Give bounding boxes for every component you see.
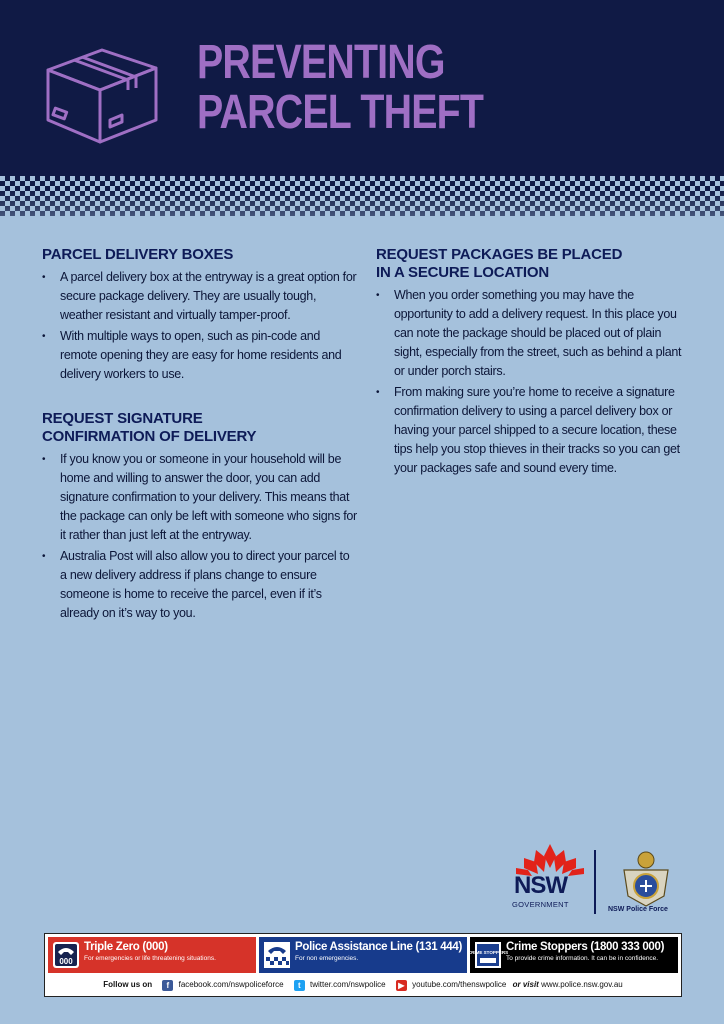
waratah-logo-icon	[512, 842, 588, 876]
list-item: • With multiple ways to open, such as pin-code and remote opening they are easy for home residents and delivery workers to use.	[42, 327, 358, 384]
list-item: • Australia Post will also allow you to direct your parcel to a new delivery address if plans change to ensure someone is home to receive the parcel, even if it’s already on it’s way to you.	[42, 547, 358, 623]
phone-icon	[52, 941, 80, 969]
triple-zero-box	[48, 937, 256, 973]
website-link[interactable]: www.police.nsw.gov.au	[541, 980, 623, 989]
youtube-icon: ▶	[396, 980, 407, 991]
page-title	[197, 38, 483, 138]
triple-zero-subtitle: For emergencies or life threatening situations.	[84, 955, 216, 962]
logo-divider	[594, 850, 596, 914]
crime-stoppers-box	[467, 937, 678, 973]
title-line-1: PREVENTING	[197, 36, 445, 89]
title-line-2: PARCEL THEFT	[197, 86, 484, 139]
crime-stoppers-icon-text: CRIME STOPPERS	[467, 950, 509, 955]
parcel-box-icon	[40, 38, 160, 148]
police-assistance-subtitle: For non emergencies.	[295, 955, 359, 962]
nsw-logo-text: NSW	[514, 872, 567, 899]
police-assistance-box	[259, 937, 467, 973]
crime-stoppers-title: Crime Stoppers (1800 333 000)	[506, 941, 665, 953]
section-heading: PARCEL DELIVERY BOXES	[42, 246, 234, 263]
list-item: • When you order something you may have the opportunity to add a delivery request. In this place you can note the package should be placed out of plain sight, especially from the street, such as behind a plant or under porch stairs.	[376, 286, 686, 381]
youtube-link[interactable]: youtube.com/thenswpolice	[412, 980, 507, 989]
left-column	[42, 246, 358, 649]
checkered-phone-icon	[263, 941, 291, 969]
police-logo-text: NSW Police Force	[608, 906, 668, 913]
section-heading: REQUEST PACKAGES BE PLACED IN A SECURE LOCATION	[376, 246, 623, 281]
footer-contacts	[44, 933, 682, 997]
facebook-link[interactable]: facebook.com/nswpoliceforce	[178, 980, 284, 989]
triple-zero-title: Triple Zero (000)	[84, 941, 168, 953]
twitter-link[interactable]: twitter.com/nswpolice	[310, 980, 386, 989]
list-item: • From making sure you’re home to receive a signature confirmation delivery to using a parcel delivery box or having your parcel shipped to a secure location, these tips help you stop thieves in their tracks so you can get your packages safe and sound every time.	[376, 383, 686, 478]
follow-label: Follow us on	[103, 980, 153, 989]
list-item: • A parcel delivery box at the entryway is a great option for secure package delivery. They are usually tough, weather resistant and virtually tamper-proof.	[42, 268, 358, 325]
section-heading: REQUEST SIGNATURE CONFIRMATION OF DELIVERY	[42, 410, 257, 445]
bullet-list	[42, 268, 358, 384]
twitter-icon: t	[294, 980, 305, 991]
section-parcel-delivery-boxes	[42, 246, 358, 384]
crime-stoppers-icon	[467, 941, 509, 969]
list-item: • If you know you or someone in your household will be home and willing to answer the door, you can add signature confirmation to your delivery. This means that the package can only be left with someone who signs for it rather than just left at the entryway.	[42, 450, 358, 545]
header-banner	[0, 0, 724, 176]
section-signature-confirmation	[42, 410, 358, 623]
bullet-list	[376, 286, 686, 478]
section-secure-location	[376, 246, 686, 478]
right-column	[376, 246, 686, 504]
or-visit-label: or visit	[512, 980, 539, 989]
triple-zero-icon-text: 000	[59, 957, 73, 966]
facebook-icon: f	[162, 980, 173, 991]
bullet-list	[42, 450, 358, 623]
police-assistance-title: Police Assistance Line (131 444)	[295, 941, 463, 953]
police-badge-icon	[618, 848, 674, 908]
social-follow-bar	[45, 977, 681, 993]
checkered-band-edge	[0, 176, 724, 186]
logo-group	[508, 820, 688, 920]
crime-stoppers-subtitle: To provide crime information. It can be in confidence.	[506, 955, 659, 962]
government-logo-text: GOVERNMENT	[512, 900, 569, 909]
